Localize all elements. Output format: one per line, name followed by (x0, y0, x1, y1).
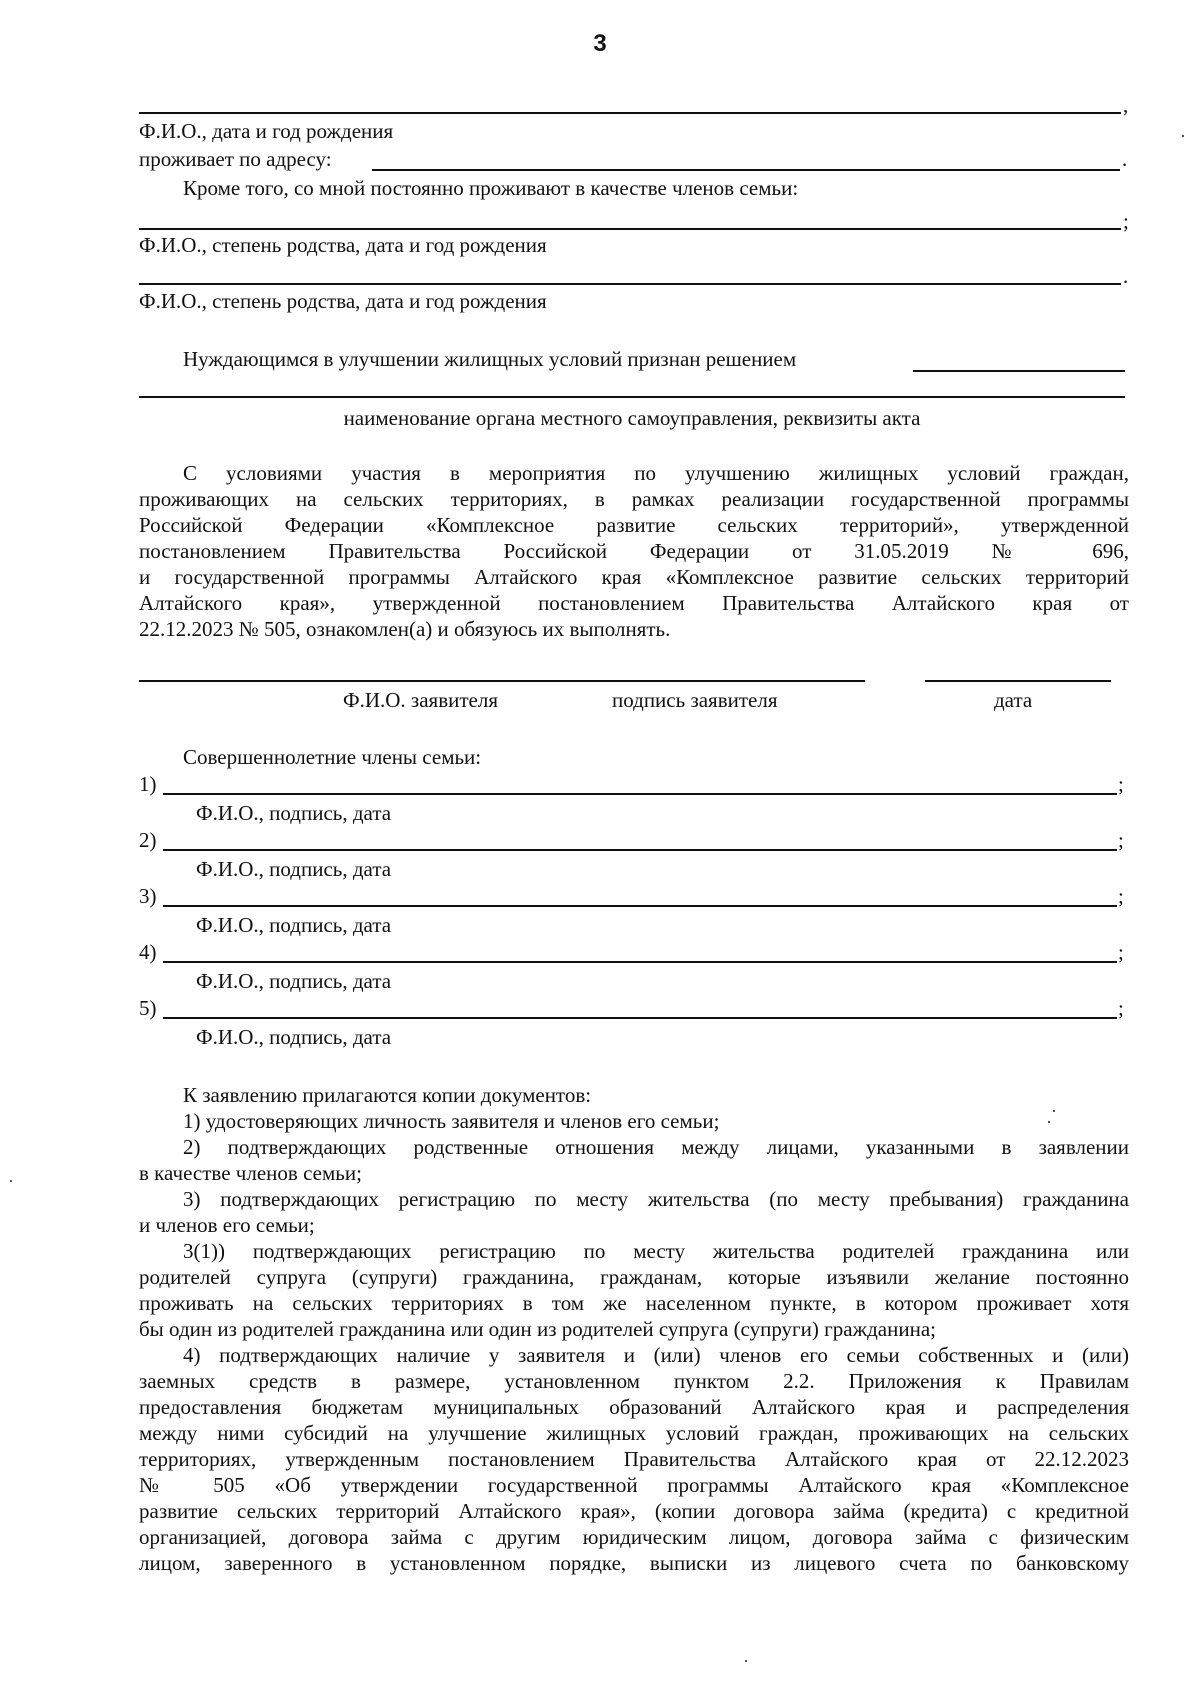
family-intro: Кроме того, со мной постоянно проживают в качестве членов семьи: (183, 176, 799, 200)
recognized-decision-line[interactable] (913, 370, 1125, 372)
adult-member-line-1[interactable] (163, 793, 1117, 795)
adult-member-caption-2: Ф.И.О., подпись, дата (196, 857, 392, 881)
attachment-item-4-line-2: заемных средств в размере, установленном пунктом 2.2. Приложения к Правилам (139, 1369, 1129, 1393)
address-line[interactable] (372, 169, 1120, 171)
conditions-line-2: проживающих на сельских территориях, в рамках реализации государственной программы (139, 487, 1129, 511)
adult-member-num-1: 1) (139, 772, 157, 796)
conditions-line-3: Российской Федерации «Комплексное развитие сельских территорий», утвержденной (139, 513, 1129, 537)
attachment-item-1: 1) удостоверяющих личность заявителя и членов его семьи; (183, 1109, 720, 1133)
scan-speck (1182, 135, 1184, 137)
attachment-item-3-1-line-3: проживать на сельских территориях в том же населенном пункте, в котором проживает хотя (139, 1291, 1129, 1315)
applicant-fio-end-comma: , (1123, 93, 1129, 117)
attachment-item-4-line-3: предоставления бюджетам муниципальных образований Алтайского края и распределения (139, 1395, 1129, 1419)
address-end-dot: . (1122, 147, 1128, 171)
adult-member-num-3: 3) (139, 884, 157, 908)
adult-member-caption-5: Ф.И.О., подпись, дата (196, 1025, 392, 1049)
adult-member-end-5: ; (1118, 996, 1124, 1020)
recognized-text: Нуждающимся в улучшении жилищных условий признан решением (183, 347, 797, 371)
attachment-item-3-1-line-4: бы один из родителей гражданина или один из родителей супруга (супруги) гражданина; (139, 1317, 936, 1341)
adult-member-num-5: 5) (139, 996, 157, 1020)
conditions-line-7: 22.12.2023 № 505, ознакомлен(а) и обязуюсь их выполнять. (139, 617, 671, 641)
adult-member-caption-1: Ф.И.О., подпись, дата (196, 801, 392, 825)
attachment-item-3-1-line-1: 3(1)) подтверждающих регистрацию по месту жительства родителей гражданина или (183, 1239, 1129, 1263)
relative-line-2[interactable] (139, 283, 1121, 285)
applicant-signature-line[interactable] (139, 680, 865, 682)
signature-date-caption: дата (994, 688, 1033, 712)
relative-end-2: . (1123, 264, 1129, 288)
attachment-item-4-line-7: развитие сельских территорий Алтайского края», (копии договора займа (кредита) с кредитной (139, 1499, 1129, 1523)
scan-speck (10, 1180, 12, 1182)
adult-member-caption-3: Ф.И.О., подпись, дата (196, 913, 392, 937)
attachment-item-3-line-1: 3) подтверждающих регистрацию по месту жительства (по месту пребывания) гражданина (183, 1187, 1129, 1211)
adult-member-num-4: 4) (139, 940, 157, 964)
applicant-date-line[interactable] (925, 680, 1111, 682)
signature-sign-caption: подпись заявителя (612, 688, 778, 712)
applicant-fio-caption: Ф.И.О., дата и год рождения (139, 119, 394, 143)
applicant-fio-line[interactable] (139, 112, 1121, 114)
attachment-item-4-line-4: между ними субсидий на улучшение жилищных условий граждан, проживающих на сельских (139, 1421, 1129, 1445)
adult-member-end-2: ; (1118, 828, 1124, 852)
attachment-item-4-line-1: 4) подтверждающих наличие у заявителя и (или) членов его семьи собственных и (или) (183, 1343, 1129, 1367)
adult-member-line-4[interactable] (163, 961, 1117, 963)
conditions-line-4: постановлением Правительства Российской Федерации от 31.05.2019 № 696, (139, 539, 1129, 563)
conditions-line-1: С условиями участия в мероприятия по улучшению жилищных условий граждан, (183, 461, 1129, 485)
adult-member-end-3: ; (1118, 884, 1124, 908)
relative-line-1[interactable] (139, 228, 1121, 230)
adult-member-line-5[interactable] (163, 1017, 1117, 1019)
attachment-item-2-line-2: в качестве членов семьи; (139, 1161, 362, 1185)
adult-members-heading: Совершеннолетние члены семьи: (183, 745, 482, 769)
adult-member-line-3[interactable] (163, 905, 1117, 907)
conditions-line-5: и государственной программы Алтайского края «Комплексное развитие сельских территорий (139, 565, 1129, 589)
relative-caption-1: Ф.И.О., степень родства, дата и год рождения (139, 233, 547, 257)
attachment-item-4-line-5: территориях, утвержденным постановлением Правительства Алтайского края от 22.12.2023 (139, 1447, 1129, 1471)
adult-member-num-2: 2) (139, 828, 157, 852)
authority-line[interactable] (139, 396, 1125, 398)
page-number: 3 (593, 30, 607, 57)
authority-caption: наименование органа местного самоуправления, реквизиты акта (343, 406, 921, 430)
conditions-line-6: Алтайского края», утвержденной постановлением Правительства Алтайского края от (139, 591, 1129, 615)
adult-member-end-1: ; (1118, 772, 1124, 796)
attachment-item-3-line-2: и членов его семьи; (139, 1213, 315, 1237)
adult-member-caption-4: Ф.И.О., подпись, дата (196, 969, 392, 993)
adult-member-line-2[interactable] (163, 849, 1117, 851)
adult-member-end-4: ; (1118, 940, 1124, 964)
relative-end-1: ; (1123, 209, 1129, 233)
scan-speck (1053, 1110, 1055, 1112)
relative-caption-2: Ф.И.О., степень родства, дата и год рождения (139, 289, 547, 313)
attachment-item-3-1-line-2: родителей супруга (супруги) гражданина, гражданам, которые изъявили желание постоянно (139, 1265, 1129, 1289)
attachment-item-4-line-6: № 505 «Об утверждении государственной программы Алтайского края «Комплексное (139, 1473, 1129, 1497)
attachment-item-4-line-9: лицом, заверенного в установленном порядке, выписки из лицевого счета по банковскому (139, 1551, 1129, 1575)
attachment-item-4-line-8: организацией, договора займа с другим юридическим лицом, договора займа с физическим (139, 1525, 1129, 1549)
address-label: проживает по адресу: (139, 147, 332, 171)
scan-speck (1048, 1121, 1050, 1123)
attachment-item-2-line-1: 2) подтверждающих родственные отношения между лицами, указанными в заявлении (183, 1135, 1129, 1159)
signature-fio-caption: Ф.И.О. заявителя (343, 688, 498, 712)
scan-speck (745, 1660, 747, 1662)
attachments-heading: К заявлению прилагаются копии документов: (183, 1083, 592, 1107)
